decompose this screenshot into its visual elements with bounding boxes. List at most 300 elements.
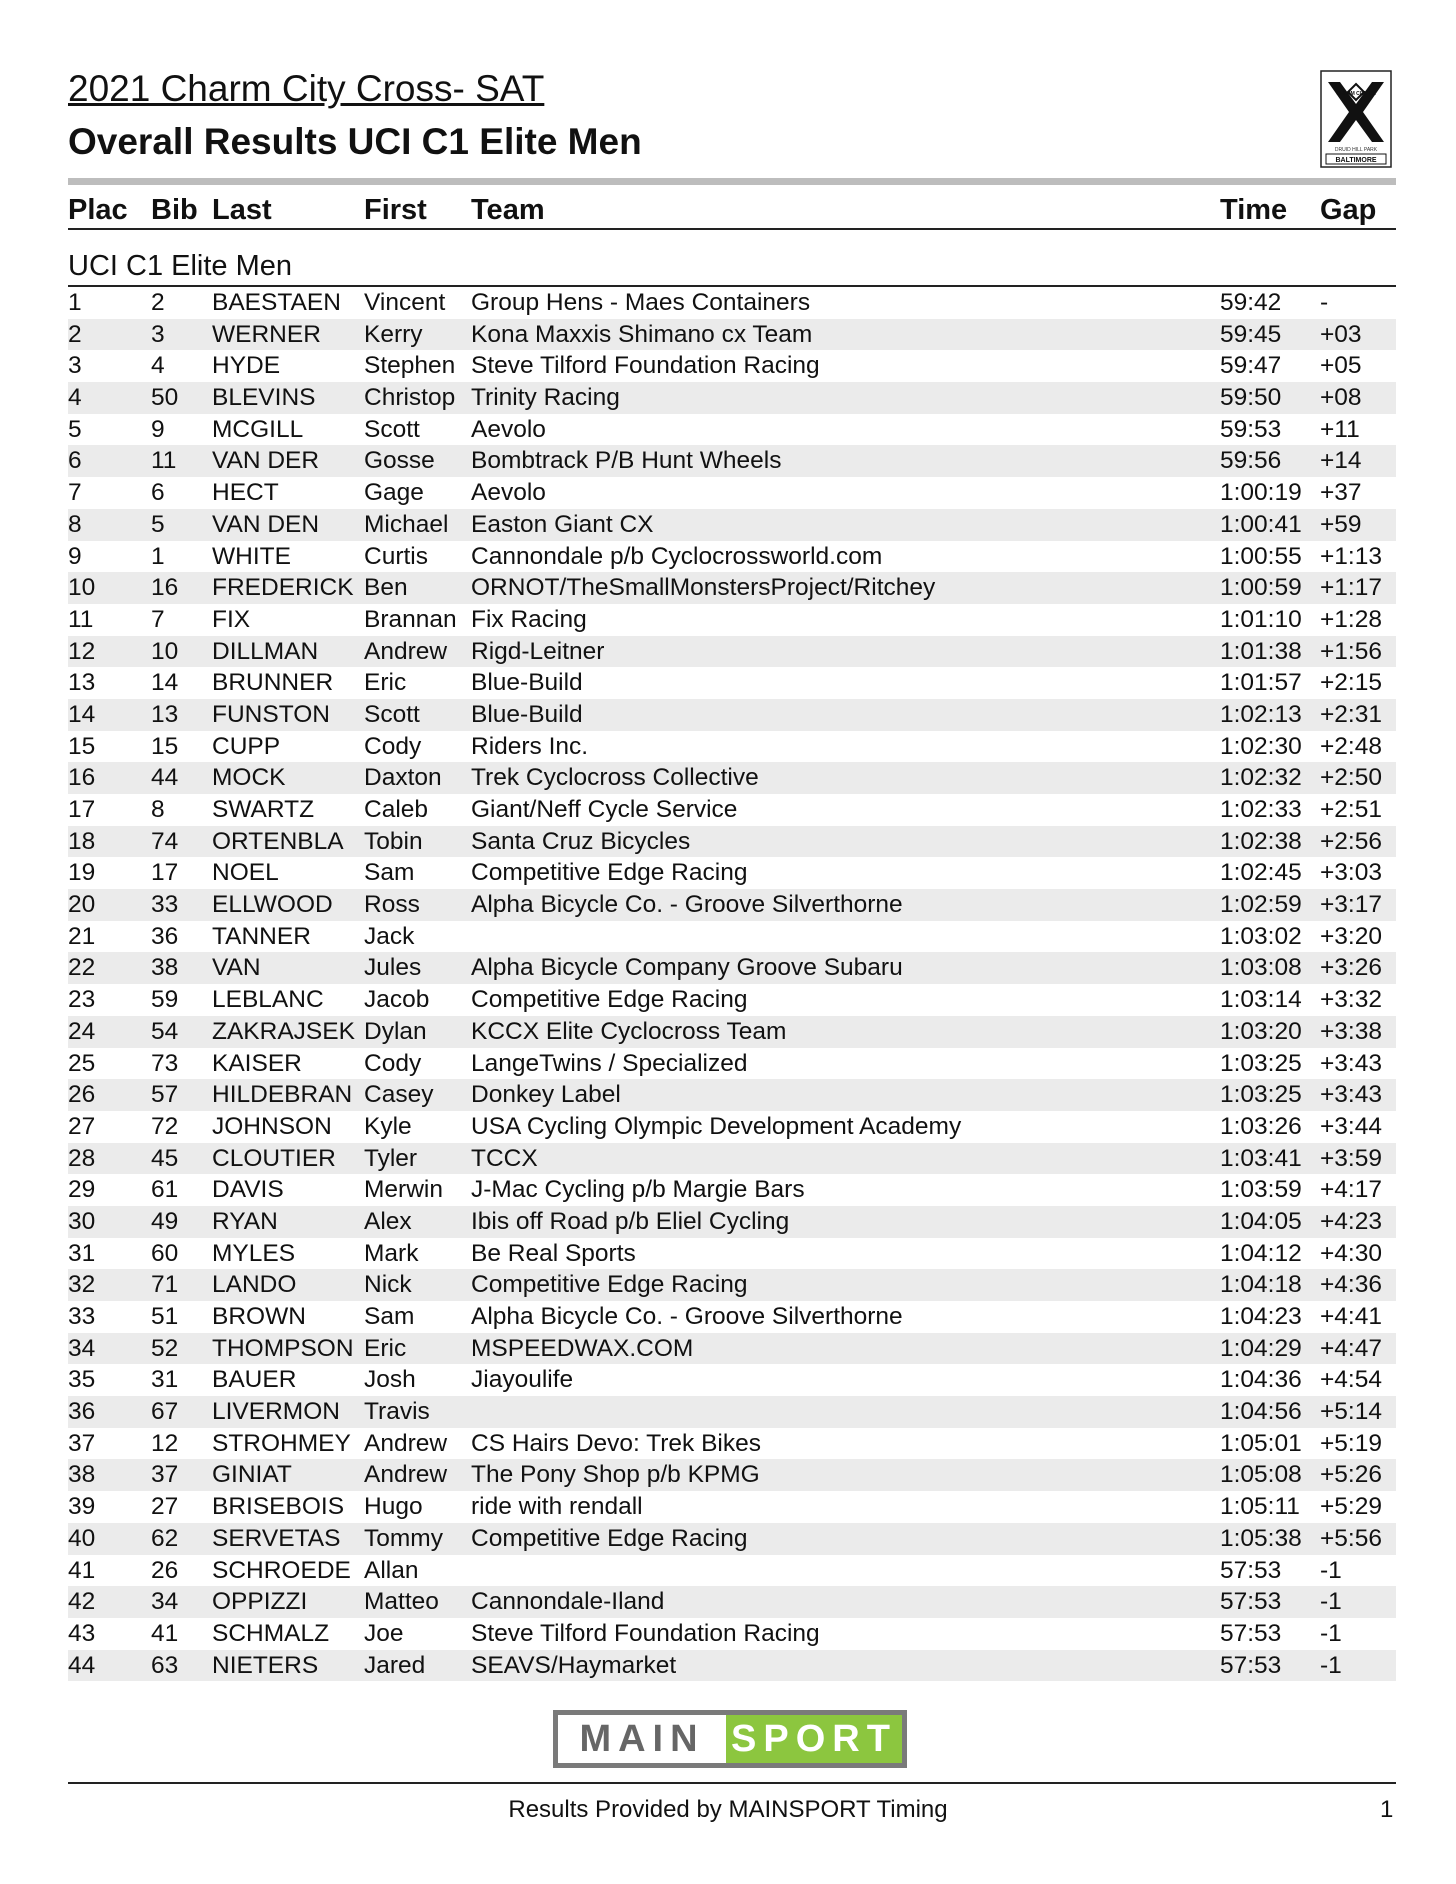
- cell-team: Competitive Edge Racing: [471, 1271, 748, 1299]
- table-row: [68, 382, 1396, 414]
- cell-bib: 41: [151, 1619, 179, 1647]
- cell-plac: 26: [68, 1081, 96, 1109]
- table-row: [68, 572, 1396, 604]
- cell-team: Santa Cruz Bicycles: [471, 827, 691, 855]
- cell-team: Cannondale-Iland: [471, 1588, 665, 1616]
- cell-gap: +4:23: [1320, 1207, 1382, 1235]
- cell-first: Kerry: [364, 320, 423, 348]
- table-row: [68, 1048, 1396, 1080]
- cell-last: NIETERS: [212, 1651, 319, 1679]
- cell-first: Curtis: [364, 542, 428, 570]
- cell-team: Jiayoulife: [471, 1366, 574, 1394]
- cell-plac: 11: [68, 605, 94, 633]
- cell-first: Andrew: [364, 1461, 448, 1489]
- cell-time: 1:04:36: [1220, 1366, 1302, 1394]
- cell-last: TANNER: [212, 922, 311, 950]
- cell-first: Hugo: [364, 1493, 423, 1521]
- cell-bib: 71: [151, 1271, 179, 1299]
- cell-gap: +4:47: [1320, 1334, 1382, 1362]
- table-row: [68, 1301, 1396, 1333]
- cell-bib: 12: [151, 1429, 179, 1457]
- cell-gap: +2:15: [1320, 669, 1382, 697]
- cell-first: Sam: [364, 859, 415, 887]
- cell-last: SWARTZ: [212, 796, 315, 823]
- cell-time: 1:05:11: [1220, 1493, 1300, 1521]
- cell-gap: +05: [1320, 352, 1362, 380]
- cell-time: 1:01:10: [1220, 605, 1302, 633]
- cell-time: 1:02:38: [1220, 827, 1302, 855]
- cell-plac: 15: [68, 732, 96, 760]
- table-row: [68, 1174, 1396, 1206]
- cell-gap: +4:17: [1320, 1176, 1382, 1204]
- cell-last: JOHNSON: [212, 1112, 332, 1140]
- cell-first: Jacob: [364, 986, 430, 1014]
- cell-last: NOEL: [212, 859, 279, 887]
- cell-last: HYDE: [212, 352, 281, 380]
- cell-first: Eric: [364, 669, 407, 697]
- cell-time: 57:53: [1220, 1588, 1282, 1616]
- cell-gap: +4:54: [1320, 1366, 1382, 1394]
- cell-first: Joe: [364, 1619, 404, 1647]
- cell-time: 1:04:18: [1220, 1271, 1302, 1299]
- cell-last: GINIAT: [212, 1461, 292, 1489]
- cell-last: LEBLANC: [212, 986, 324, 1014]
- table-row: [68, 826, 1396, 858]
- cell-gap: +3:17: [1320, 891, 1382, 919]
- cell-bib: 50: [151, 384, 179, 412]
- cell-team: The Pony Shop p/b KPMG: [471, 1461, 760, 1489]
- cell-bib: 13: [151, 700, 179, 728]
- cell-bib: 9: [151, 415, 165, 443]
- cell-team: Steve Tilford Foundation Racing: [471, 352, 820, 380]
- cell-team: Bombtrack P/B Hunt Wheels: [471, 447, 782, 475]
- cell-plac: 27: [68, 1112, 96, 1140]
- cell-team: Blue-Build: [471, 669, 583, 697]
- cell-plac: 12: [68, 637, 96, 665]
- cell-team: ORNOT/TheSmallMonstersProject/Ritchey: [471, 574, 936, 602]
- cell-plac: 30: [68, 1207, 96, 1235]
- cell-plac: 29: [68, 1176, 96, 1204]
- table-row: [68, 414, 1396, 446]
- table-row: [68, 287, 1396, 319]
- cell-last: SERVETAS: [212, 1524, 341, 1552]
- table-row: [68, 889, 1396, 921]
- cell-last: CLOUTIER: [212, 1144, 336, 1172]
- cell-gap: +14: [1320, 447, 1362, 475]
- cell-plac: 14: [68, 700, 96, 728]
- cell-gap: +11: [1320, 415, 1360, 443]
- cell-last: DILLMAN: [212, 637, 319, 665]
- cell-plac: 16: [68, 764, 96, 792]
- category-label: UCI C1 Elite Men: [68, 250, 293, 282]
- cell-bib: 57: [151, 1081, 179, 1109]
- col-header-time: Time: [1220, 194, 1288, 226]
- cell-team: J-Mac Cycling p/b Margie Bars: [471, 1176, 805, 1204]
- cell-plac: 5: [68, 415, 82, 443]
- cell-bib: 3: [151, 320, 165, 348]
- cell-gap: +5:29: [1320, 1493, 1382, 1521]
- cell-plac: 17: [68, 796, 96, 823]
- cell-first: Eric: [364, 1334, 407, 1362]
- table-row: [68, 1523, 1396, 1555]
- cell-gap: +5:19: [1320, 1429, 1382, 1457]
- cell-last: THOMPSON: [212, 1334, 354, 1362]
- cell-plac: 42: [68, 1588, 96, 1616]
- cell-bib: 10: [151, 637, 179, 665]
- table-row: [68, 477, 1396, 509]
- cell-last: ZAKRAJSEK: [212, 1017, 355, 1045]
- cell-gap: +5:26: [1320, 1461, 1382, 1489]
- cell-first: Tommy: [364, 1524, 443, 1552]
- cell-last: FUNSTON: [212, 700, 330, 728]
- cell-gap: +37: [1320, 479, 1362, 507]
- cell-time: 1:00:55: [1220, 542, 1302, 570]
- cell-bib: 38: [151, 954, 179, 982]
- cell-plac: 20: [68, 891, 96, 919]
- table-row: [68, 667, 1396, 699]
- cell-bib: 52: [151, 1334, 179, 1362]
- cell-bib: 61: [151, 1176, 179, 1204]
- cell-first: Jules: [364, 954, 422, 982]
- cell-bib: 74: [151, 827, 179, 855]
- footer-credit: Results Provided by MAINSPORT Timing: [508, 1796, 948, 1823]
- cell-time: 1:03:59: [1220, 1176, 1302, 1204]
- cell-plac: 18: [68, 827, 96, 855]
- cell-time: 1:00:19: [1220, 479, 1302, 507]
- cell-time: 59:56: [1220, 447, 1282, 475]
- table-row: [68, 1459, 1396, 1491]
- cell-first: Andrew: [364, 637, 448, 665]
- cell-time: 1:03:20: [1220, 1017, 1302, 1045]
- cell-first: Josh: [364, 1366, 416, 1394]
- cell-team: USA Cycling Olympic Development Academy: [471, 1112, 962, 1140]
- event-title: 2021 Charm City Cross- SAT: [68, 68, 545, 109]
- table-row: [68, 1333, 1396, 1365]
- cell-bib: 31: [151, 1366, 179, 1394]
- cell-last: MCGILL: [212, 415, 304, 443]
- svg-text:BALTIMORE: BALTIMORE: [1335, 157, 1377, 164]
- cell-last: VAN: [212, 954, 261, 982]
- cell-plac: 8: [68, 510, 82, 538]
- cell-plac: 44: [68, 1651, 96, 1679]
- cell-team: Trinity Racing: [471, 384, 620, 412]
- cell-plac: 2: [68, 320, 82, 348]
- cell-first: Christop: [364, 384, 456, 412]
- cell-time: 1:02:13: [1220, 700, 1302, 728]
- cell-first: Cody: [364, 732, 422, 760]
- cell-first: Vincent: [364, 289, 446, 316]
- cell-first: Tobin: [364, 827, 423, 855]
- cell-plac: 39: [68, 1493, 96, 1521]
- cell-team: Donkey Label: [471, 1081, 621, 1109]
- cell-bib: 16: [151, 574, 179, 602]
- table-row: [68, 1238, 1396, 1270]
- cell-team: Trek Cyclocross Collective: [471, 764, 759, 792]
- cell-time: 1:02:33: [1220, 796, 1302, 823]
- cell-gap: -1: [1320, 1619, 1342, 1647]
- col-header-gap: Gap: [1320, 194, 1377, 226]
- cell-bib: 14: [151, 669, 179, 697]
- cell-time: 1:03:14: [1220, 986, 1302, 1014]
- cell-bib: 54: [151, 1017, 179, 1045]
- page-number: 1: [1380, 1796, 1394, 1823]
- cell-team: Be Real Sports: [471, 1239, 636, 1267]
- cell-team: Steve Tilford Foundation Racing: [471, 1619, 820, 1647]
- cell-gap: +1:13: [1320, 542, 1382, 570]
- table-row: [68, 1428, 1396, 1460]
- cell-first: Scott: [364, 700, 420, 728]
- cell-time: 59:42: [1220, 289, 1282, 316]
- race-title: Overall Results UCI C1 Elite Men: [68, 121, 642, 162]
- cell-plac: 38: [68, 1461, 96, 1489]
- cell-plac: 41: [68, 1556, 96, 1584]
- cell-first: Jared: [364, 1651, 426, 1679]
- cell-time: 57:53: [1220, 1619, 1282, 1647]
- cell-last: BLEVINS: [212, 384, 316, 412]
- svg-text:CHARM CITY CX: CHARM CITY CX: [1336, 91, 1376, 97]
- cell-first: Travis: [364, 1398, 430, 1426]
- cell-last: HILDEBRAN: [212, 1081, 353, 1109]
- cell-first: Stephen: [364, 352, 456, 380]
- table-row: [68, 350, 1396, 382]
- cell-team: Alpha Bicycle Co. - Groove Silverthorne: [471, 1303, 903, 1330]
- cell-first: Scott: [364, 415, 420, 443]
- cell-last: MYLES: [212, 1239, 296, 1267]
- cell-plac: 40: [68, 1524, 96, 1552]
- cell-plac: 3: [68, 352, 82, 380]
- cell-gap: +59: [1320, 510, 1362, 538]
- cell-gap: +3:43: [1320, 1081, 1382, 1109]
- cell-team: Group Hens - Maes Containers: [471, 289, 811, 316]
- cell-bib: 33: [151, 891, 179, 919]
- cell-first: Ross: [364, 891, 420, 919]
- cell-last: VAN DEN: [212, 510, 320, 538]
- cell-plac: 4: [68, 384, 82, 412]
- cell-time: 1:03:26: [1220, 1112, 1302, 1140]
- cell-bib: 62: [151, 1524, 179, 1552]
- cell-team: Easton Giant CX: [471, 510, 654, 538]
- cell-team: SEAVS/Haymarket: [471, 1651, 677, 1679]
- cell-last: HECT: [212, 479, 279, 507]
- cell-last: BRISEBOIS: [212, 1493, 345, 1521]
- cell-first: Andrew: [364, 1429, 448, 1457]
- cell-last: KAISER: [212, 1049, 302, 1077]
- table-row: [68, 1364, 1396, 1396]
- cell-time: 1:03:25: [1220, 1081, 1302, 1109]
- cell-time: 59:47: [1220, 352, 1282, 380]
- cell-team: Competitive Edge Racing: [471, 986, 748, 1014]
- cell-plac: 22: [68, 954, 96, 982]
- cell-time: 1:01:38: [1220, 637, 1302, 665]
- cell-time: 59:45: [1220, 320, 1282, 348]
- cell-bib: 27: [151, 1493, 179, 1521]
- cell-time: 57:53: [1220, 1651, 1282, 1679]
- cell-time: 1:04:23: [1220, 1303, 1302, 1330]
- cell-bib: 17: [151, 859, 179, 887]
- cell-gap: +1:28: [1320, 605, 1382, 633]
- cell-time: 59:50: [1220, 384, 1282, 412]
- table-row: [68, 1396, 1396, 1428]
- cell-gap: +1:56: [1320, 637, 1382, 665]
- cell-time: 1:03:08: [1220, 954, 1302, 982]
- cell-bib: 11: [151, 447, 177, 475]
- table-row: [68, 1143, 1396, 1175]
- cell-last: BAUER: [212, 1366, 297, 1394]
- cell-gap: +3:59: [1320, 1144, 1382, 1172]
- table-row: [68, 1016, 1396, 1048]
- cell-first: Matteo: [364, 1588, 439, 1616]
- cell-gap: -1: [1320, 1651, 1342, 1679]
- mainsport-logo-sport: SPORT: [726, 1715, 902, 1763]
- cell-plac: 9: [68, 542, 82, 570]
- table-row: [68, 1491, 1396, 1523]
- cell-bib: 37: [151, 1461, 179, 1489]
- cell-gap: +3:32: [1320, 986, 1382, 1014]
- cell-first: Mark: [364, 1239, 419, 1267]
- table-row: [68, 1079, 1396, 1111]
- cell-plac: 1: [68, 289, 82, 316]
- cell-bib: 7: [151, 605, 165, 633]
- cell-first: Daxton: [364, 764, 442, 792]
- cell-first: Dylan: [364, 1017, 427, 1045]
- col-header-team: Team: [471, 194, 545, 226]
- cell-bib: 45: [151, 1144, 179, 1172]
- table-row: [68, 699, 1396, 731]
- table-row: [68, 984, 1396, 1016]
- cell-bib: 6: [151, 479, 165, 507]
- cell-bib: 72: [151, 1112, 179, 1140]
- cell-gap: +3:03: [1320, 859, 1382, 887]
- cell-gap: +2:48: [1320, 732, 1382, 760]
- cell-time: 1:04:29: [1220, 1334, 1302, 1362]
- cell-last: VAN DER: [212, 447, 320, 475]
- cell-team: KCCX Elite Cyclocross Team: [471, 1017, 787, 1045]
- cell-last: BRUNNER: [212, 669, 334, 697]
- cell-time: 1:03:41: [1220, 1144, 1302, 1172]
- cell-last: FIX: [212, 605, 251, 633]
- cell-team: MSPEEDWAX.COM: [471, 1334, 694, 1362]
- cell-plac: 25: [68, 1049, 96, 1077]
- cell-team: Kona Maxxis Shimano cx Team: [471, 320, 813, 348]
- cell-time: 1:04:12: [1220, 1239, 1302, 1267]
- cell-plac: 37: [68, 1429, 96, 1457]
- cell-first: Sam: [364, 1303, 415, 1330]
- results-table: [68, 287, 1396, 1681]
- cell-bib: 8: [151, 796, 165, 823]
- cell-plac: 43: [68, 1619, 96, 1647]
- cell-bib: 60: [151, 1239, 179, 1267]
- cell-plac: 19: [68, 859, 96, 887]
- cell-team: CS Hairs Devo: Trek Bikes: [471, 1429, 761, 1457]
- cell-gap: +5:56: [1320, 1524, 1382, 1552]
- cell-last: SCHMALZ: [212, 1619, 330, 1647]
- cell-team: LangeTwins / Specialized: [471, 1049, 748, 1077]
- cell-bib: 34: [151, 1588, 179, 1616]
- cell-team: Aevolo: [471, 415, 546, 443]
- table-row: [68, 1650, 1396, 1682]
- cell-team: Riders Inc.: [471, 732, 589, 760]
- table-row: [68, 1586, 1396, 1618]
- table-row: [68, 1269, 1396, 1301]
- table-row: [68, 509, 1396, 541]
- cell-gap: +08: [1320, 384, 1362, 412]
- cell-team: Rigd-Leitner: [471, 637, 605, 665]
- cell-bib: 26: [151, 1556, 179, 1584]
- mainsport-logo: [553, 1710, 907, 1768]
- footer-rule: [68, 1782, 1396, 1784]
- cell-time: 1:02:30: [1220, 732, 1302, 760]
- cell-plac: 13: [68, 669, 96, 697]
- col-header-last: Last: [212, 194, 272, 226]
- cell-last: CUPP: [212, 732, 281, 760]
- cell-plac: 34: [68, 1334, 96, 1362]
- cell-bib: 1: [151, 542, 165, 570]
- cell-team: Competitive Edge Racing: [471, 859, 748, 887]
- cell-first: Jack: [364, 922, 415, 950]
- col-header-bib: Bib: [151, 194, 198, 226]
- cell-first: Nick: [364, 1271, 412, 1299]
- cell-time: 1:04:56: [1220, 1398, 1302, 1426]
- cell-time: 1:03:25: [1220, 1049, 1302, 1077]
- cell-time: 1:03:02: [1220, 922, 1302, 950]
- cell-last: WHITE: [212, 542, 291, 570]
- cell-last: LIVERMON: [212, 1398, 340, 1426]
- cell-gap: +3:38: [1320, 1017, 1382, 1045]
- cell-gap: +3:26: [1320, 954, 1382, 982]
- cell-first: Kyle: [364, 1112, 412, 1140]
- cell-time: 1:05:38: [1220, 1524, 1302, 1552]
- cell-time: 1:05:01: [1220, 1429, 1302, 1457]
- cell-first: Caleb: [364, 796, 429, 823]
- cell-plac: 33: [68, 1303, 96, 1330]
- cell-plac: 23: [68, 986, 96, 1014]
- cell-bib: 36: [151, 922, 179, 950]
- cell-last: ORTENBLA: [212, 827, 344, 855]
- cell-gap: +2:50: [1320, 764, 1382, 792]
- cell-first: Ben: [364, 574, 408, 602]
- cell-bib: 4: [151, 352, 165, 380]
- cell-plac: 10: [68, 574, 96, 602]
- cell-first: Alex: [364, 1207, 412, 1235]
- cell-gap: +2:31: [1320, 700, 1382, 728]
- table-row: [68, 857, 1396, 889]
- header-rule: [68, 178, 1396, 185]
- cell-last: BAESTAEN: [212, 289, 341, 316]
- cell-gap: +3:43: [1320, 1049, 1382, 1077]
- cell-bib: 5: [151, 510, 165, 538]
- table-row: [68, 1555, 1396, 1587]
- cell-team: Ibis off Road p/b Eliel Cycling: [471, 1207, 790, 1235]
- cell-team: Competitive Edge Racing: [471, 1524, 748, 1552]
- cell-time: 1:00:59: [1220, 574, 1302, 602]
- cell-first: Cody: [364, 1049, 422, 1077]
- table-row: [68, 794, 1396, 826]
- table-row: [68, 921, 1396, 953]
- cell-time: 1:00:41: [1220, 510, 1302, 538]
- cell-gap: +5:14: [1320, 1398, 1382, 1426]
- cell-plac: 7: [68, 479, 82, 507]
- cell-time: 1:02:45: [1220, 859, 1302, 887]
- table-row: [68, 319, 1396, 351]
- charm-city-cross-logo-icon: [1320, 70, 1392, 168]
- cell-first: Allan: [364, 1556, 419, 1584]
- cell-time: 1:02:32: [1220, 764, 1302, 792]
- cell-gap: +1:17: [1320, 574, 1382, 602]
- table-row: [68, 1618, 1396, 1650]
- table-row: [68, 1111, 1396, 1143]
- cell-gap: +3:44: [1320, 1112, 1382, 1140]
- cell-gap: +2:56: [1320, 827, 1382, 855]
